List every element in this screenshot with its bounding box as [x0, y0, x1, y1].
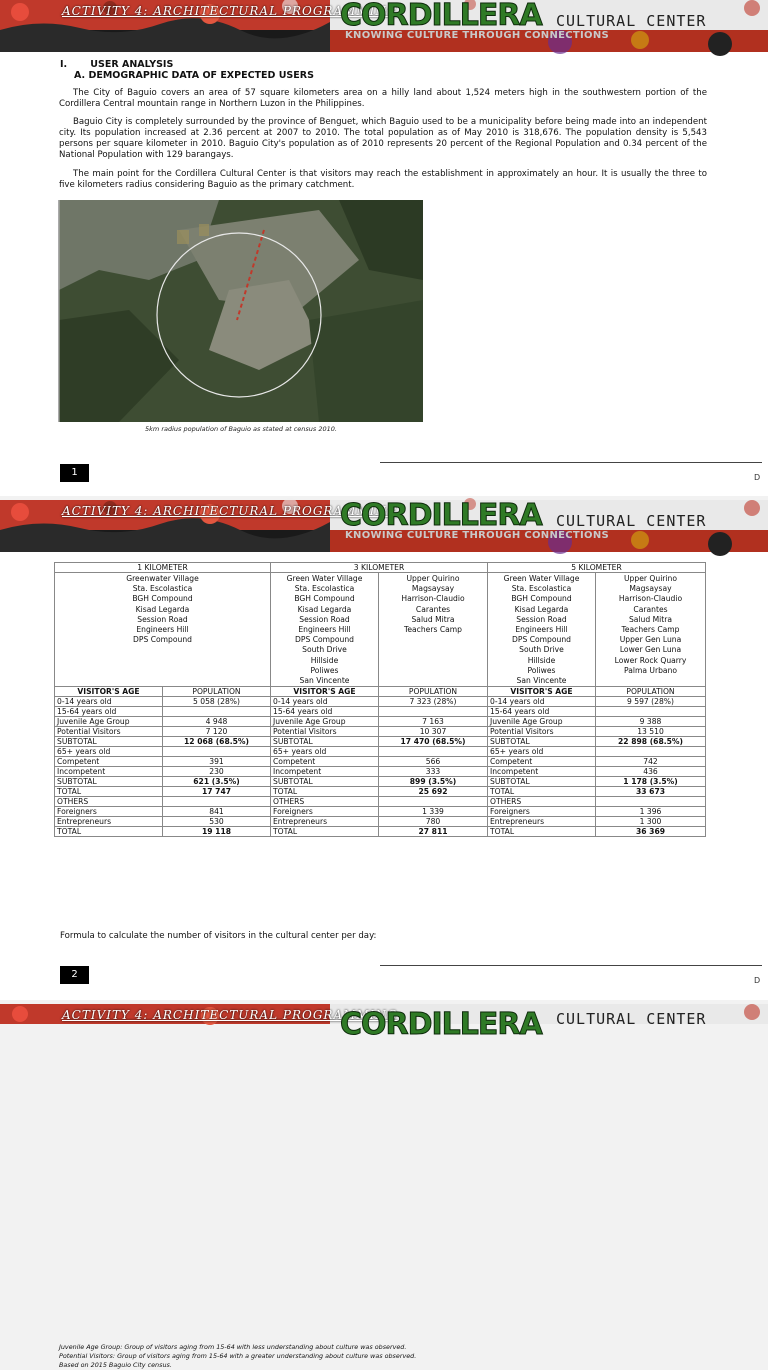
subsection-heading: A. DEMOGRAPHIC DATA OF EXPECTED USERS: [74, 70, 314, 81]
brand-subtitle: CULTURAL CENTER: [556, 12, 707, 30]
row-value: [379, 747, 488, 757]
table-row: [55, 717, 706, 727]
table-row: [55, 737, 706, 747]
activity-title: ACTIVITY 4: ARCHITECTURAL PROGRAMMING: [62, 4, 398, 18]
column-header-row: [55, 687, 706, 697]
table-row: [55, 787, 706, 797]
row-label: Juvenile Age Group: [271, 717, 379, 727]
row-value: 19 118: [163, 827, 271, 837]
row-label: TOTAL: [488, 787, 596, 797]
row-label: 15-64 years old: [271, 707, 379, 717]
header-1km: 1 KILOMETER: [55, 563, 271, 573]
row-value: 17 747: [163, 787, 271, 797]
row-label: TOTAL: [55, 787, 163, 797]
locations-row: [55, 573, 706, 687]
table-notes: [59, 1343, 416, 1370]
table-header-row: [55, 563, 706, 573]
row-label: Potential Visitors: [488, 727, 596, 737]
brand-name: CORDILLERA: [340, 0, 542, 33]
row-label: 15-64 years old: [55, 707, 163, 717]
document-page-3: [0, 1004, 768, 1042]
row-label: 0-14 years old: [271, 697, 379, 707]
page-number: 1: [60, 464, 89, 482]
row-value: 1 339: [379, 807, 488, 817]
row-value: [379, 797, 488, 807]
row-value: 17 470 (68.5%): [379, 737, 488, 747]
row-value: 230: [163, 767, 271, 777]
row-value: 22 898 (68.5%): [596, 737, 706, 747]
row-value: 841: [163, 807, 271, 817]
col-pop-5km: POPULATION: [596, 687, 706, 697]
row-label: Entrepreneurs: [55, 817, 163, 827]
row-value: 436: [596, 767, 706, 777]
row-label: Potential Visitors: [271, 727, 379, 737]
row-value: 780: [379, 817, 488, 827]
header-3km: 3 KILOMETER: [271, 563, 488, 573]
row-label: SUBTOTAL: [488, 777, 596, 787]
row-value: 9 388: [596, 717, 706, 727]
note-source: Based on 2015 Baguio City census.: [59, 1361, 172, 1369]
paragraph-catchment: The main point for the Cordillera Cultural Center is that visitors may reach the establishment in approximately an hour. It is usually the three to five kilometers radius considering Baguio as the primary catchment.: [59, 169, 707, 190]
row-label: Juvenile Age Group: [55, 717, 163, 727]
table-row: [55, 817, 706, 827]
row-value: 1 300: [596, 817, 706, 827]
row-label: 65+ years old: [271, 747, 379, 757]
brand-name: CORDILLERA: [340, 1007, 542, 1042]
row-label: OTHERS: [488, 797, 596, 807]
table-body: [55, 697, 706, 837]
row-label: SUBTOTAL: [488, 737, 596, 747]
col-pop-3km: POPULATION: [379, 687, 488, 697]
row-value: 742: [596, 757, 706, 767]
row-value: 1 178 (3.5%): [596, 777, 706, 787]
row-value: 333: [379, 767, 488, 777]
row-value: 12 068 (68.5%): [163, 737, 271, 747]
row-label: Foreigners: [55, 807, 163, 817]
satellite-map-image: [58, 200, 423, 422]
header-banner-partial: [0, 1004, 768, 1042]
locations-3km-b: Upper Quirino Magsaysay Harrison-Claudio Carantes Salud Mitra Teachers Camp: [379, 573, 488, 687]
row-label: Foreigners: [488, 807, 596, 817]
brand-subtitle: CULTURAL CENTER: [556, 1010, 707, 1028]
locations-5km-b: Upper Quirino Magsaysay Harrison-Claudio Carantes Salud Mitra Teachers Camp Upper Gen Luna Lower Gen Luna Lower Rock Quarry Palma Urbano: [596, 573, 706, 687]
row-label: Competent: [488, 757, 596, 767]
row-value: 4 948: [163, 717, 271, 727]
row-value: 391: [163, 757, 271, 767]
row-label: 15-64 years old: [488, 707, 596, 717]
row-value: 7 120: [163, 727, 271, 737]
row-value: 7 163: [379, 717, 488, 727]
row-label: Incompetent: [488, 767, 596, 777]
row-label: Foreigners: [271, 807, 379, 817]
col-age-3km: VISITOR'S AGE: [271, 687, 379, 697]
brand-subtitle: CULTURAL CENTER: [556, 512, 707, 530]
brand-tagline: KNOWING CULTURE THROUGH CONNECTIONS: [345, 30, 609, 41]
footer-rule: [380, 462, 762, 463]
row-value: 33 673: [596, 787, 706, 797]
footer-rule-2: [380, 965, 762, 966]
row-label: Incompetent: [271, 767, 379, 777]
row-label: Entrepreneurs: [271, 817, 379, 827]
header-5km: 5 KILOMETER: [488, 563, 706, 573]
table-row: [55, 767, 706, 777]
row-value: 621 (3.5%): [163, 777, 271, 787]
row-value: 899 (3.5%): [379, 777, 488, 787]
locations-1km: Greenwater Village Sta. Escolastica BGH Compound Kisad Legarda Session Road Engineers Hill DPS Compound: [55, 573, 271, 687]
demographic-table: [54, 562, 706, 837]
table-row: [55, 757, 706, 767]
row-value: [163, 747, 271, 757]
footer-letter: D: [754, 473, 761, 482]
row-value: [163, 797, 271, 807]
table-row: [55, 807, 706, 817]
row-value: [596, 707, 706, 717]
row-label: 65+ years old: [55, 747, 163, 757]
row-label: TOTAL: [271, 827, 379, 837]
locations-5km-a: Green Water Village Sta. Escolastica BGH Compound Kisad Legarda Session Road Engineers Hill DPS Compound South Drive Hillside Poliwes San Vincente: [488, 573, 596, 687]
row-label: SUBTOTAL: [55, 777, 163, 787]
row-label: Juvenile Age Group: [488, 717, 596, 727]
table-row: [55, 727, 706, 737]
row-label: Entrepreneurs: [488, 817, 596, 827]
row-label: SUBTOTAL: [271, 737, 379, 747]
col-age-1km: VISITOR'S AGE: [55, 687, 163, 697]
row-value: 5 058 (28%): [163, 697, 271, 707]
header-banner: [0, 500, 768, 552]
row-label: 0-14 years old: [488, 697, 596, 707]
note-potential: Potential Visitors: Group of visitors aging from 15-64 with a greater understanding about culture was observed.: [59, 1352, 417, 1360]
table-row: [55, 697, 706, 707]
row-label: TOTAL: [55, 827, 163, 837]
row-label: TOTAL: [488, 827, 596, 837]
header-banner: [0, 0, 768, 52]
section-heading: I. USER ANALYSIS: [60, 59, 174, 70]
brand-tagline: KNOWING CULTURE THROUGH CONNECTIONS: [345, 530, 609, 541]
row-value: [163, 707, 271, 717]
row-label: OTHERS: [55, 797, 163, 807]
map-graphic: [59, 200, 423, 422]
row-label: SUBTOTAL: [55, 737, 163, 747]
table-row: [55, 707, 706, 717]
row-value: [379, 707, 488, 717]
col-pop-1km: POPULATION: [163, 687, 271, 697]
row-label: 65+ years old: [488, 747, 596, 757]
row-value: 7 323 (28%): [379, 697, 488, 707]
row-value: 9 597 (28%): [596, 697, 706, 707]
row-value: 13 510: [596, 727, 706, 737]
row-value: 10 307: [379, 727, 488, 737]
row-value: 566: [379, 757, 488, 767]
brand-name: CORDILLERA: [340, 498, 542, 533]
table-row: [55, 827, 706, 837]
table-row: [55, 777, 706, 787]
activity-title: ACTIVITY 4: ARCHITECTURAL PROGRAMMING: [62, 504, 398, 518]
row-label: TOTAL: [271, 787, 379, 797]
table-row: [55, 747, 706, 757]
activity-title: ACTIVITY 4: ARCHITECTURAL PROGRAMMING: [62, 1008, 398, 1022]
formula-text: Formula to calculate the number of visitors in the cultural center per day:: [60, 931, 377, 941]
document-page-1: [0, 0, 768, 496]
col-age-5km: VISITOR'S AGE: [488, 687, 596, 697]
row-label: Incompetent: [55, 767, 163, 777]
paragraph-area: The City of Baguio covers an area of 57 square kilometers area on a hilly land about 1,524 meters high in the southwestern portion of the Cordillera Central mountain range in Northern Luzon in the Philippines.: [59, 88, 707, 109]
document-page-2: [0, 498, 768, 1369]
footer-letter-2: D: [754, 976, 761, 985]
row-label: 0-14 years old: [55, 697, 163, 707]
row-value: 25 692: [379, 787, 488, 797]
note-juvenile: Juvenile Age Group: Group of visitors aging from 15-64 with less understanding about culture was observed.: [59, 1343, 407, 1351]
row-value: 1 396: [596, 807, 706, 817]
map-caption: 5km radius population of Baguio as stated at census 2010.: [145, 425, 337, 433]
row-value: 36 369: [596, 827, 706, 837]
row-value: [596, 797, 706, 807]
locations-3km-a: Green Water Village Sta. Escolastica BGH Compound Kisad Legarda Session Road Engineers Hill DPS Compound South Drive Hillside Poliwes San Vincente: [271, 573, 379, 687]
row-value: 530: [163, 817, 271, 827]
row-label: Potential Visitors: [55, 727, 163, 737]
row-label: Competent: [271, 757, 379, 767]
row-label: Competent: [55, 757, 163, 767]
row-value: 27 811: [379, 827, 488, 837]
row-label: OTHERS: [271, 797, 379, 807]
page-number-2: 2: [60, 966, 89, 984]
row-value: [596, 747, 706, 757]
table-row: [55, 797, 706, 807]
row-label: SUBTOTAL: [271, 777, 379, 787]
paragraph-population: Baguio City is completely surrounded by the province of Benguet, which Baguio used to be a municipality before being made into an independent city. Its population increased at 2.36 percent at 2007 to 2010. The total population as of May 2010 is 318,676. The population density is 5,543 persons per square kilometer in 2010. Baguio City's population as of 2010 represents 20 percent of the Regional Population and 0.34 percent of the National Population with 129 barangays.: [59, 117, 707, 160]
